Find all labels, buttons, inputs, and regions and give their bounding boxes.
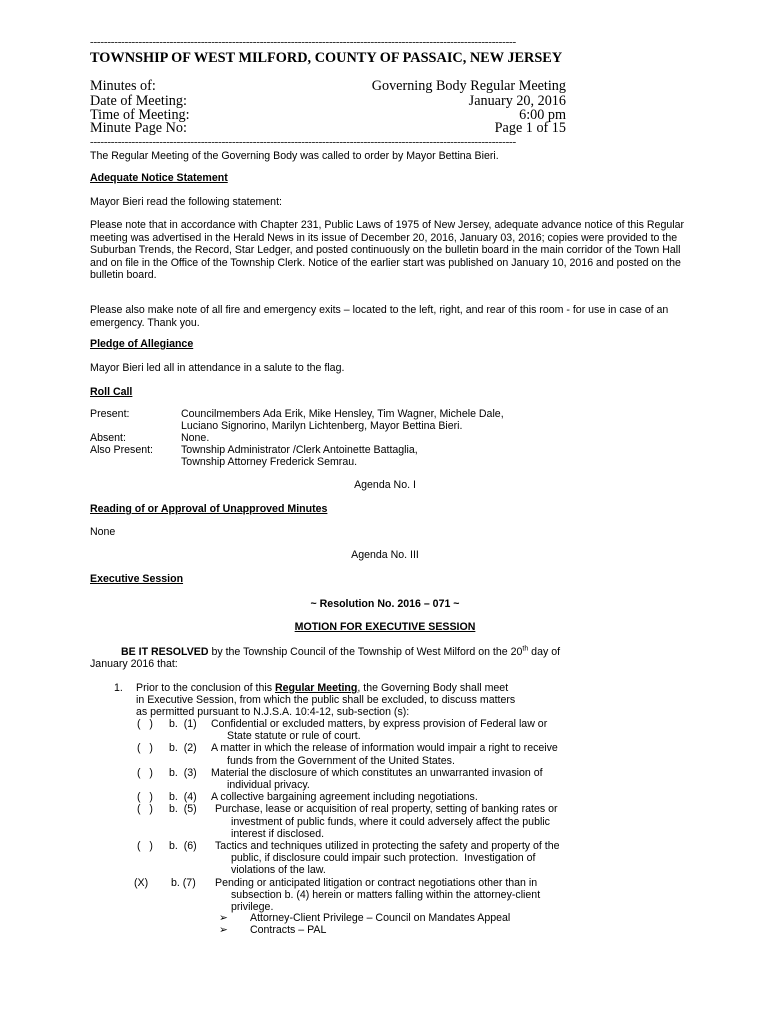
top-separator: --------------------------------------------------------------------------------------------------------------------------- (90, 36, 516, 48)
agenda-iii: Agenda No. III (351, 549, 419, 561)
also-present-label: Also Present: (90, 444, 154, 456)
notice-lead: Mayor Bieri read the following statement: (90, 196, 282, 208)
date-label: Date of Meeting: (90, 93, 187, 109)
roll-call-heading: Roll Call (90, 386, 133, 398)
subsection-text: Tactics and techniques utilized in protecting the safety and property of the (215, 840, 560, 852)
subsection-code: b. (2) (169, 742, 197, 755)
agenda-i: Agenda No. I (354, 479, 416, 491)
subsection-text: privilege. (231, 901, 274, 913)
subsection-text: State statute or rule of court. (227, 730, 361, 743)
subsection-checkbox: ( ) (137, 791, 153, 804)
subsection-checkbox: ( ) (137, 742, 153, 755)
date-value: January 20, 2016 (468, 93, 566, 109)
bottom-separator: --------------------------------------------------------------------------------------------------------------------------- (90, 136, 516, 148)
minutes-heading: Reading of or Approval of Unapproved Minutes (90, 503, 328, 515)
resolved-bold: BE IT RESOLVED (121, 646, 209, 658)
subsection-code: b. (5) (169, 803, 197, 816)
subsection-checkbox: ( ) (137, 718, 153, 730)
subsection-text: Confidential or excluded matters, by express provision of Federal law or (211, 718, 548, 730)
subsection-checkbox: ( ) (137, 803, 153, 816)
item-1-text-c: , the Governing Body shall meet (357, 682, 509, 694)
subsection-text: investment of public funds, where it could adversely affect the public (231, 815, 550, 828)
bullet-item-1: Attorney-Client Privilege – Council on Mandates Appeal (250, 912, 511, 924)
absent-label: Absent: (90, 432, 126, 444)
subsection-code: b. (6) (169, 840, 197, 852)
bullet-item-2: Contracts – PAL (250, 924, 327, 936)
subsection-code: b. (7) (171, 876, 196, 889)
subsection-code: b. (4) (169, 791, 197, 804)
subsection-text: interest if disclosed. (231, 827, 325, 840)
motion-title: MOTION FOR EXECUTIVE SESSION (294, 621, 476, 633)
subsection-code: b. (3) (169, 766, 197, 779)
item-1-text-a: Prior to the conclusion of this (136, 682, 275, 694)
notice-heading: Adequate Notice Statement (90, 172, 228, 184)
regular-meeting-text: Regular Meeting (274, 682, 358, 694)
subsection-checkbox: ( ) (137, 840, 153, 852)
subsection-text: violations of the law. (231, 864, 326, 877)
item-1-line-1 (136, 682, 508, 695)
page-value: Page 1 of 15 (494, 120, 566, 136)
exits-paragraph: Please also make note of all fire and emergency exits – located to the left, right, and rear of this room - for use in case of an emergency. Thank you. (90, 304, 669, 329)
subsection-text: funds from the Government of the United States. (227, 754, 455, 767)
resolved-line-2: January 2016 that: (90, 658, 178, 670)
also-present-line-1: Township Administrator /Clerk Antoinette Battaglia, (181, 444, 418, 456)
absent-value: None. (181, 432, 210, 444)
bullet-icon: ➢ (219, 912, 228, 924)
intro-text: The Regular Meeting of the Governing Body was called to order by Mayor Bettina Bieri. (90, 150, 499, 162)
pledge-text: Mayor Bieri led all in attendance in a salute to the flag. (90, 362, 345, 374)
subsection-text: public, if disclosure could impair such protection. Investigation of (231, 852, 536, 865)
resolved-tail: day of (528, 646, 561, 658)
minutes-of-label: Minutes of: (90, 78, 156, 94)
present-line-2: Luciano Signorino, Marilyn Lichtenberg, Mayor Bettina Bieri. (181, 420, 463, 432)
executive-session-heading: Executive Session (90, 573, 184, 585)
subsection-checkbox: ( ) (137, 766, 153, 779)
notice-paragraph: Please note that in accordance with Chapter 231, Public Laws of 1975 of New Jersey, adequate advance notice of this Regular meeting was advertised in the Herald News in its issue of December 20, 2016, January 03, 2016; copies were provided to the Suburban Trends, the Record, Star Ledger, and posted continuously on the bulletin board in the main corridor of the Town Hall and on file in the Office of the Township Clerk. Notice of the earlier start was published on January 10, 2016 and posted on the bulletin board. (90, 219, 685, 281)
item-1-line-2: in Executive Session, from which the public shall be excluded, to discuss matters (136, 694, 516, 706)
resolution-number: ~ Resolution No. 2016 – 071 ~ (310, 598, 460, 610)
bullet-icon: ➢ (219, 924, 228, 936)
subsection-code: b. (1) (169, 718, 197, 730)
subsection-text: A collective bargaining agreement including negotiations. (211, 791, 478, 804)
also-present-line-2: Township Attorney Frederick Semrau. (181, 456, 358, 468)
pledge-heading: Pledge of Allegiance (90, 338, 194, 350)
time-value: 6:00 pm (519, 107, 566, 123)
subsection-text: A matter in which the release of information would impair a right to receive (211, 742, 558, 755)
time-label: Time of Meeting: (90, 107, 190, 123)
subsection-text: subsection b. (4) herein or matters falling within the attorney-client (231, 888, 541, 901)
resolved-sup: th (522, 645, 529, 653)
item-1-line-3: as permitted pursuant to N.J.S.A. 10:4-12, sub-section (s): (136, 706, 410, 718)
minutes-text: None (90, 526, 116, 538)
present-label: Present: (90, 408, 130, 420)
minutes-of-value: Governing Body Regular Meeting (371, 78, 566, 94)
subsection-text: Pending or anticipated litigation or contract negotiations other than in (215, 876, 538, 889)
page-label: Minute Page No: (90, 120, 187, 136)
resolved-line-1 (121, 646, 560, 659)
subsection-text: Material the disclosure of which constitutes an unwarranted invasion of (211, 766, 543, 779)
subsection-text: Purchase, lease or acquisition of real property, setting of banking rates or (215, 803, 558, 816)
present-line-1: Councilmembers Ada Erik, Mike Hensley, Tim Wagner, Michele Dale, (181, 408, 504, 420)
item-1-number: 1. (114, 682, 123, 694)
resolved-text: by the Township Council of the Township of West Milford on the 20 (208, 646, 523, 658)
subsection-checkbox: (X) (134, 876, 149, 889)
document-title: TOWNSHIP OF WEST MILFORD, COUNTY OF PASSAIC, NEW JERSEY (90, 50, 563, 66)
subsection-text: individual privacy. (227, 779, 310, 791)
